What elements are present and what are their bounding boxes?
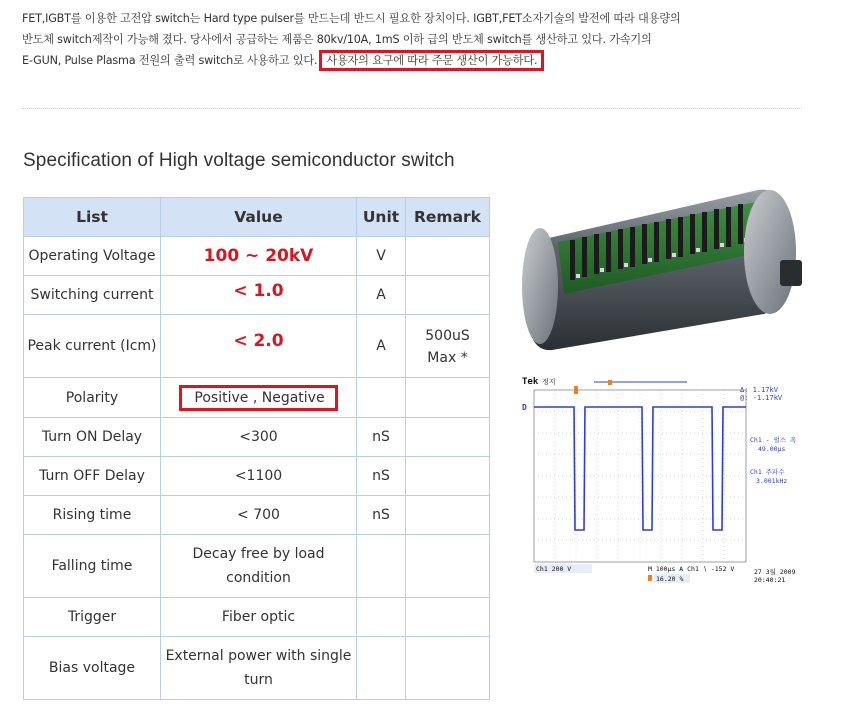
cell-unit: nS [357,418,406,457]
table-row [24,315,490,378]
cell-list: Turn OFF Delay [24,457,161,496]
cell-unit [357,378,406,418]
trigger-pos-icon [648,575,652,581]
cell-list: Peak current (Icm) [24,315,161,378]
cell-value: < 1.0 [161,276,357,315]
cell-remark [406,535,490,598]
cell-unit: nS [357,457,406,496]
scope-freq-value: 3.001kHz [756,477,788,485]
table-row [24,457,490,496]
table-header-row [24,198,490,237]
header-list: List [24,198,161,237]
table-row [24,637,490,700]
switch-module-photo [518,182,810,358]
channel-marker-icon: D [522,403,527,412]
scope-freq-label: Ch1 주파수 [750,468,785,476]
module-body [522,190,802,350]
cell-value: Fiber optic [161,598,357,637]
cell-list: Falling time [24,535,161,598]
cell-list: Turn ON Delay [24,418,161,457]
cell-unit [357,637,406,700]
scope-timebase: M 100μs A Ch1 ∖ -152 V [648,565,735,573]
position-marker-icon [608,380,612,385]
cell-list: Bias voltage [24,637,161,700]
cell-list: Switching current [24,276,161,315]
cell-unit: A [357,315,406,378]
cell-value: <1100 [161,457,357,496]
scope-ch1-scale: Ch1 200 V [536,565,572,573]
polarity-highlight: Positive , Negative [179,385,337,411]
table-row [24,598,490,637]
header-value: Value [161,198,357,237]
intro-text [22,8,804,71]
scope-time: 20:40:21 [754,576,786,584]
scope-width-value: 49.00μs [758,445,786,453]
cell-list: Operating Voltage [24,237,161,276]
cell-unit [357,535,406,598]
intro-line-1: FET,IGBT를 이용한 고전압 switch는 Hard type pulser를 만드는데 반드시 필요한 장치이다. IGBT,FET소자기술의 발전에 따라 대용량의 [22,12,681,25]
dotted-divider [22,108,802,109]
table-row [24,378,490,418]
scope-date: 27 3월 2009 [754,568,796,576]
cell-remark [406,598,490,637]
cell-unit [357,598,406,637]
header-remark: Remark [406,198,490,237]
cell-remark [406,496,490,535]
cell-list: Polarity [24,378,161,418]
scope-at-v: @: -1.17kV [740,394,783,402]
table-row [24,237,490,276]
intro-line-2: 반도체 switch제작이 가능해 졌다. 당사에서 공급하는 제품은 80kv/10A, 1mS 이하 급의 반도체 switch를 생산하고 있다. 가속기의 [22,33,652,46]
scope-brand: Tek [522,377,539,387]
cell-remark [406,457,490,496]
cell-value: External power with single turn [161,637,357,700]
scope-mode: 정지 [542,378,556,386]
cell-unit: nS [357,496,406,535]
intro-line-3-text: E-GUN, Pulse Plasma 전원의 출력 switch로 사용하고 있다. [22,54,318,67]
cell-value [161,378,357,418]
cell-value: 100 ~ 20kV [161,237,357,276]
cell-remark [406,637,490,700]
cell-value: Decay free by load condition [161,535,357,598]
cell-remark [406,418,490,457]
table-row [24,276,490,315]
spec-table [23,197,490,700]
cell-list: Trigger [24,598,161,637]
cell-list: Rising time [24,496,161,535]
cell-unit: V [357,237,406,276]
intro-line-3 [22,50,804,71]
table-row [24,496,490,535]
scope-trigger-pos: 16.20 % [656,575,684,583]
scope-delta-v: Δ: 1.17kV [740,386,778,394]
table-row [24,535,490,598]
cell-remark [406,276,490,315]
cell-remark [406,378,490,418]
cell-remark [406,237,490,276]
cell-unit: A [357,276,406,315]
cell-value: < 700 [161,496,357,535]
section-title: Specification of High voltage semiconductor switch [23,150,455,171]
header-unit: Unit [357,198,406,237]
oscilloscope-capture [522,372,802,588]
cell-value: <300 [161,418,357,457]
intro-highlight: 사용자의 요구에 따라 주문 생산이 가능하다. [319,50,544,71]
table-row [24,418,490,457]
scope-width-label: Ch1 - 펄스 폭 [750,436,797,444]
cell-value: < 2.0 [161,315,357,378]
cell-remark: 500uS Max * [406,315,490,378]
